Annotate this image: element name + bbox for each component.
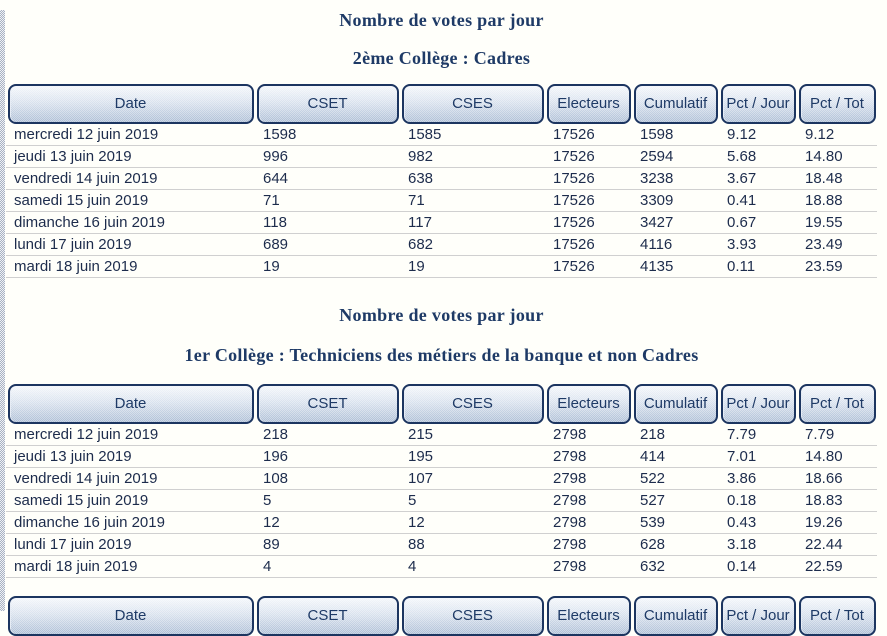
cell-pct-tot: 22.44 — [797, 534, 877, 556]
cell-pct-tot: 18.66 — [797, 468, 877, 490]
cell-electeurs: 17526 — [545, 168, 632, 190]
cell-cumulatif: 414 — [632, 446, 719, 468]
cell-cset: 12 — [255, 512, 400, 534]
cell-pct-jour: 0.43 — [719, 512, 797, 534]
table-row — [6, 468, 877, 490]
cell-pct-jour: 3.93 — [719, 234, 797, 256]
table-row — [6, 424, 877, 446]
cell-cumulatif: 218 — [632, 424, 719, 446]
cell-cumulatif: 522 — [632, 468, 719, 490]
cell-pct-tot: 19.26 — [797, 512, 877, 534]
cell-cset: 218 — [255, 424, 400, 446]
column-header-button-cses[interactable]: CSES — [402, 596, 544, 636]
cell-date: mardi 18 juin 2019 — [6, 556, 255, 578]
cell-pct-tot: 23.49 — [797, 234, 877, 256]
cell-date: samedi 15 juin 2019 — [6, 490, 255, 512]
cell-cumulatif: 632 — [632, 556, 719, 578]
cell-electeurs: 17526 — [545, 124, 632, 146]
column-header-button-pct-tot[interactable]: Pct / Tot — [799, 84, 876, 124]
cell-cses: 1585 — [400, 124, 545, 146]
cell-cumulatif: 2594 — [632, 146, 719, 168]
cell-electeurs: 2798 — [545, 556, 632, 578]
cell-electeurs: 2798 — [545, 468, 632, 490]
table-row — [6, 534, 877, 556]
cell-date: mercredi 12 juin 2019 — [6, 424, 255, 446]
table-row — [6, 556, 877, 578]
cell-cses: 982 — [400, 146, 545, 168]
column-header-button-electeurs[interactable]: Electeurs — [547, 596, 631, 636]
section-title: Nombre de votes par jour — [339, 10, 544, 30]
column-header-button-electeurs[interactable]: Electeurs — [547, 84, 631, 124]
cell-cumulatif: 539 — [632, 512, 719, 534]
cell-cset: 118 — [255, 212, 400, 234]
table-row — [6, 168, 877, 190]
cell-cumulatif: 3238 — [632, 168, 719, 190]
cell-cses: 195 — [400, 446, 545, 468]
cell-cses: 71 — [400, 190, 545, 212]
cell-pct-tot: 14.80 — [797, 146, 877, 168]
column-header-button-date[interactable]: Date — [8, 84, 254, 124]
next-table-header-clipped — [6, 596, 877, 636]
cell-pct-tot: 7.79 — [797, 424, 877, 446]
cell-cumulatif: 4116 — [632, 234, 719, 256]
column-header-button-pct-tot[interactable]: Pct / Tot — [799, 384, 876, 424]
column-header-button-electeurs[interactable]: Electeurs — [547, 384, 631, 424]
column-header-button-cset[interactable]: CSET — [257, 84, 399, 124]
table-row — [6, 256, 877, 278]
column-header-button-pct-jour[interactable]: Pct / Jour — [721, 384, 796, 424]
cell-pct-tot: 18.88 — [797, 190, 877, 212]
cell-electeurs: 17526 — [545, 190, 632, 212]
cell-date: vendredi 14 juin 2019 — [6, 168, 255, 190]
column-header-button-cses[interactable]: CSES — [402, 384, 544, 424]
cell-pct-jour: 0.18 — [719, 490, 797, 512]
cell-pct-tot: 18.48 — [797, 168, 877, 190]
cell-date: mardi 18 juin 2019 — [6, 256, 255, 278]
section-subtitle: 2ème Collège : Cadres — [352, 48, 531, 68]
section-subtitle: 1er Collège : Techniciens des métiers de la banque et non Cadres — [184, 345, 699, 365]
cell-electeurs: 2798 — [545, 490, 632, 512]
column-header-button-cumulatif[interactable]: Cumulatif — [634, 384, 718, 424]
cell-cset: 644 — [255, 168, 400, 190]
cell-pct-tot: 9.12 — [797, 124, 877, 146]
table-body — [6, 124, 877, 278]
cell-cset: 1598 — [255, 124, 400, 146]
cell-pct-jour: 0.14 — [719, 556, 797, 578]
column-header-button-date[interactable]: Date — [8, 596, 254, 636]
column-header-button-cumulatif[interactable]: Cumulatif — [634, 596, 718, 636]
cell-cumulatif: 3309 — [632, 190, 719, 212]
table-header-row — [6, 384, 877, 424]
cell-pct-jour: 5.68 — [719, 146, 797, 168]
cell-pct-jour: 0.11 — [719, 256, 797, 278]
cell-cset: 996 — [255, 146, 400, 168]
cell-pct-tot: 23.59 — [797, 256, 877, 278]
cell-pct-jour: 9.12 — [719, 124, 797, 146]
cell-pct-jour: 3.86 — [719, 468, 797, 490]
cell-date: mercredi 12 juin 2019 — [6, 124, 255, 146]
column-header-button-pct-jour[interactable]: Pct / Jour — [721, 84, 796, 124]
column-header-button-cset[interactable]: CSET — [257, 384, 399, 424]
cell-pct-tot: 18.83 — [797, 490, 877, 512]
page-left-border-strip — [0, 10, 5, 611]
cell-date: jeudi 13 juin 2019 — [6, 146, 255, 168]
cell-pct-tot: 19.55 — [797, 212, 877, 234]
cell-cset: 689 — [255, 234, 400, 256]
column-header-button-pct-jour[interactable]: Pct / Jour — [721, 596, 796, 636]
table-row — [6, 212, 877, 234]
cell-cset: 71 — [255, 190, 400, 212]
cell-cses: 107 — [400, 468, 545, 490]
cell-pct-tot: 22.59 — [797, 556, 877, 578]
cell-cumulatif: 1598 — [632, 124, 719, 146]
table-row — [6, 512, 877, 534]
cell-date: jeudi 13 juin 2019 — [6, 446, 255, 468]
column-header-button-cset[interactable]: CSET — [257, 596, 399, 636]
cell-pct-jour: 3.18 — [719, 534, 797, 556]
cell-cumulatif: 628 — [632, 534, 719, 556]
cell-cumulatif: 3427 — [632, 212, 719, 234]
cell-date: dimanche 16 juin 2019 — [6, 212, 255, 234]
table-row — [6, 446, 877, 468]
cell-cset: 89 — [255, 534, 400, 556]
table-row — [6, 490, 877, 512]
cell-electeurs: 2798 — [545, 534, 632, 556]
cell-cses: 215 — [400, 424, 545, 446]
section-title: Nombre de votes par jour — [339, 305, 544, 325]
cell-date: dimanche 16 juin 2019 — [6, 512, 255, 534]
cell-electeurs: 17526 — [545, 146, 632, 168]
cell-cset: 19 — [255, 256, 400, 278]
cell-electeurs: 2798 — [545, 424, 632, 446]
cell-pct-jour: 7.79 — [719, 424, 797, 446]
cell-electeurs: 17526 — [545, 212, 632, 234]
cell-cses: 5 — [400, 490, 545, 512]
table-body — [6, 424, 877, 578]
cell-cses: 682 — [400, 234, 545, 256]
cell-pct-tot: 14.80 — [797, 446, 877, 468]
cell-cses: 638 — [400, 168, 545, 190]
cell-cses: 4 — [400, 556, 545, 578]
cell-date: lundi 17 juin 2019 — [6, 534, 255, 556]
cell-cses: 12 — [400, 512, 545, 534]
cell-electeurs: 17526 — [545, 234, 632, 256]
column-header-button-cumulatif[interactable]: Cumulatif — [634, 84, 718, 124]
cell-cumulatif: 527 — [632, 490, 719, 512]
column-header-button-pct-tot[interactable]: Pct / Tot — [799, 596, 876, 636]
cell-cses: 19 — [400, 256, 545, 278]
cell-pct-jour: 0.67 — [719, 212, 797, 234]
cell-electeurs: 17526 — [545, 256, 632, 278]
cell-electeurs: 2798 — [545, 512, 632, 534]
table-row — [6, 190, 877, 212]
cell-cset: 5 — [255, 490, 400, 512]
cell-pct-jour: 0.41 — [719, 190, 797, 212]
cell-cset: 108 — [255, 468, 400, 490]
cell-pct-jour: 3.67 — [719, 168, 797, 190]
page-content — [6, 10, 877, 636]
cell-cses: 88 — [400, 534, 545, 556]
cell-cumulatif: 4135 — [632, 256, 719, 278]
column-header-button-cses[interactable]: CSES — [402, 84, 544, 124]
cell-electeurs: 2798 — [545, 446, 632, 468]
column-header-button-date[interactable]: Date — [8, 384, 254, 424]
cell-pct-jour: 7.01 — [719, 446, 797, 468]
table-header-row — [6, 84, 877, 124]
cell-date: lundi 17 juin 2019 — [6, 234, 255, 256]
table-row — [6, 234, 877, 256]
cell-cset: 4 — [255, 556, 400, 578]
cell-date: samedi 15 juin 2019 — [6, 190, 255, 212]
table-row — [6, 146, 877, 168]
table-row — [6, 124, 877, 146]
cell-cset: 196 — [255, 446, 400, 468]
cell-cses: 117 — [400, 212, 545, 234]
cell-date: vendredi 14 juin 2019 — [6, 468, 255, 490]
